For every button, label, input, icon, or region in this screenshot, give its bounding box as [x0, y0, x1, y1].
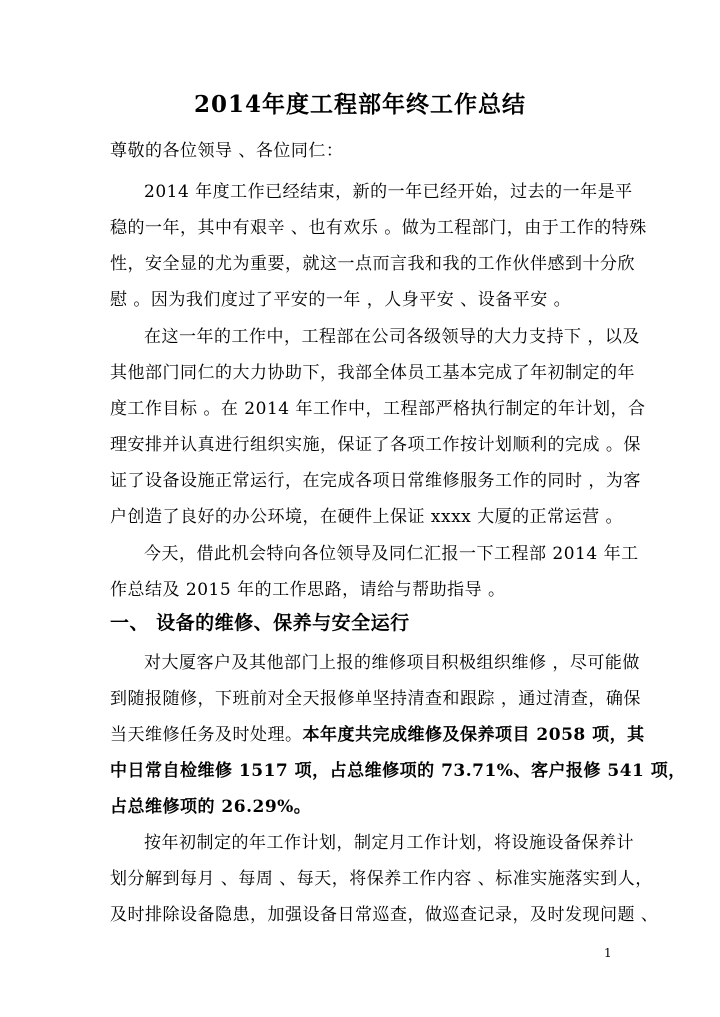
paragraph-4-line: 到随报随修，下班前对全天报修单坚持清查和跟踪 ，通过清查，确保 [110, 689, 641, 709]
paragraph-2-line: 户创造了良好的办公环境，在硬件上保证 xxxx 大厦的正常运营 。 [110, 507, 624, 527]
paragraph-2-line: 度工作目标 。在 2014 年工作中，工程部严格执行制定的年计划，合 [110, 399, 646, 419]
paragraph-4-bold-text: 本年度共完成维修及保养项目 2058 项，其 [302, 725, 645, 745]
paragraph-1-line: 稳的一年，其中有艰辛 、也有欢乐 。做为工程部门，由于工作的特殊 [110, 218, 647, 238]
paragraph-1-line: 慰 。因为我们度过了平安的一年 ，人身平安 、设备平安 。 [110, 290, 572, 310]
paragraph-2-line: 其他部门同仁的大力协助下，我部全体员工基本完成了年初制定的年 [110, 363, 635, 383]
paragraph-4-bold-line: 占总维修项的 26.29%。 [110, 797, 312, 817]
document-title: 2014年度工程部年终工作总结 [193, 91, 526, 118]
paragraph-4-bold-line: 中日常自检维修 1517 项，占总维修项的 73.71%、客户报修 541 项， [110, 761, 686, 781]
page-number: 1 [604, 946, 612, 960]
paragraph-4-text: 当天维修任务及时处理。 [110, 725, 303, 745]
paragraph-2-line: 证了设备设施正常运行，在完成各项日常维修服务工作的同时 ，为客 [110, 471, 641, 491]
paragraph-1-line: 2014 年度工作已经结束，新的一年已经开始，过去的一年是平 [144, 182, 633, 202]
paragraph-3-line: 作总结及 2015 年的工作思路，请给与帮助指导 。 [110, 580, 506, 600]
paragraph-4-line: 对大厦客户及其他部门上报的维修项目积极组织维修 ，尽可能做 [144, 653, 640, 673]
paragraph-5-line: 及时排除设备隐患，加强设备日常巡查，做巡查记录，及时发现问题 、 [110, 905, 659, 925]
paragraph-5-line: 划分解到每月 、每周 、每天，将保养工作内容 、标准实施落实到人， [110, 869, 653, 889]
paragraph-1-line: 性，安全显的尤为重要，就这一点而言我和我的工作伙伴感到十分欣 [110, 254, 635, 274]
section-heading: 一、 设备的维修、保养与安全运行 [110, 612, 410, 634]
salutation: 尊敬的各位领导 、各位同仁： [110, 141, 344, 161]
paragraph-5-line: 按年初制定的年工作计划，制定月工作计划，将设施设备保养计 [144, 833, 634, 853]
paragraph-2-line: 理安排并认真进行组织实施，保证了各项工作按计划顺利的完成 。保 [110, 435, 641, 455]
paragraph-4-line [110, 720, 645, 745]
paragraph-3-line: 今天，借此机会特向各位领导及同仁汇报一下工程部 2014 年工 [144, 544, 639, 564]
paragraph-2-line: 在这一年的工作中，工程部在公司各级领导的大力支持下 ，以及 [144, 327, 640, 347]
